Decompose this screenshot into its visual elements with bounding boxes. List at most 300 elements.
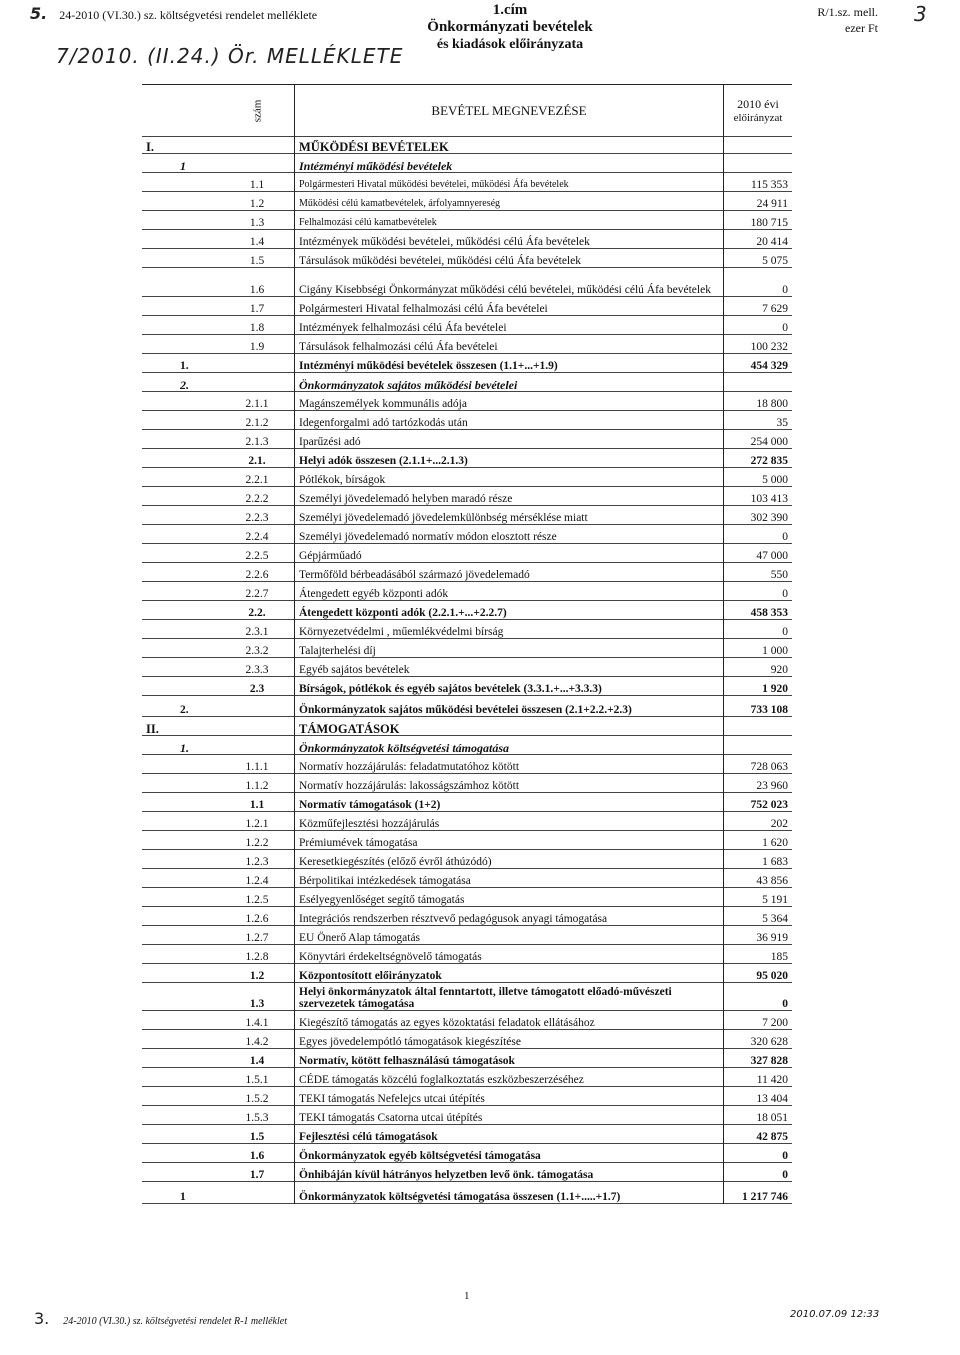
row-group <box>176 525 220 544</box>
row-label: Fejlesztési célú támogatások <box>295 1125 724 1144</box>
row-amount: 0 <box>724 620 793 639</box>
row-label: Integrációs rendszerben résztvevő pedagógusok anyagi támogatása <box>295 907 724 926</box>
row-amount: 202 <box>724 812 793 831</box>
table-row <box>142 506 792 525</box>
row-group <box>176 268 220 297</box>
row-group <box>176 392 220 411</box>
row-amount: 35 <box>724 411 793 430</box>
table-row <box>142 677 792 696</box>
row-section <box>142 620 176 639</box>
row-label: Polgármesteri Hivatal működési bevételei, működési Áfa bevételek <box>295 173 724 192</box>
print-timestamp: 2010.07.09 12:33 <box>790 1309 880 1320</box>
column-header-name: BEVÉTEL MEGNEVEZÉSE <box>295 85 724 137</box>
row-amount: 0 <box>724 316 793 335</box>
row-amount: 0 <box>724 582 793 601</box>
row-group <box>176 677 220 696</box>
row-code: 2.1.3 <box>245 436 269 448</box>
row-amount: 100 232 <box>724 335 793 354</box>
row-amount: 18 800 <box>724 392 793 411</box>
row-label: Központosított előirányzatok <box>295 964 724 983</box>
row-section <box>142 1087 176 1106</box>
row-label: Közműfejlesztési hozzájárulás <box>295 812 724 831</box>
table-row <box>142 869 792 888</box>
row-section <box>142 582 176 601</box>
row-label: Bérpolitikai intézkedések támogatása <box>295 869 724 888</box>
table-row <box>142 945 792 964</box>
row-section <box>142 192 176 211</box>
row-section <box>142 1182 176 1204</box>
row-code: 2.3 <box>249 683 265 695</box>
row-label: Egyéb sajátos bevételek <box>295 658 724 677</box>
row-group: 1. <box>180 741 189 755</box>
row-section <box>142 639 176 658</box>
table-row <box>142 316 792 335</box>
table-row <box>142 717 792 736</box>
row-label: Személyi jövedelemadó helyben maradó része <box>295 487 724 506</box>
row-section <box>142 173 176 192</box>
row-code: 1.5.2 <box>245 1093 269 1105</box>
row-section <box>142 154 176 173</box>
row-group: 1 <box>180 1191 186 1203</box>
row-group: 1. <box>180 360 189 372</box>
row-amount: 752 023 <box>724 793 793 812</box>
row-group <box>176 1106 220 1125</box>
row-code: 1.2.3 <box>245 856 269 868</box>
table-row <box>142 392 792 411</box>
row-group <box>176 249 220 268</box>
row-code: 2.2.4 <box>245 531 269 543</box>
table-row <box>142 373 792 392</box>
table-row <box>142 154 792 173</box>
row-code: 1.2 <box>249 198 265 210</box>
row-label: Önhibáján kívül hátrányos helyzetben levő önk. támogatása <box>295 1163 724 1182</box>
row-label: CÉDE támogatás közcélú foglalkoztatás eszközbeszerzéséhez <box>295 1068 724 1087</box>
row-label: Magánszemélyek kommunális adója <box>295 392 724 411</box>
row-amount: 5 364 <box>724 907 793 926</box>
row-group <box>176 964 220 983</box>
table-row <box>142 926 792 945</box>
row-code: 1.2.4 <box>245 875 269 887</box>
row-code <box>220 154 295 173</box>
row-group <box>176 582 220 601</box>
row-code: 1.5.3 <box>245 1112 269 1124</box>
row-code: 1.2.8 <box>245 951 269 963</box>
row-code: 2.3.3 <box>245 664 269 676</box>
row-section <box>142 487 176 506</box>
row-label: Helyi önkormányzatok által fenntartott, illetve támogatott előadó-művészeti szervezetek támogatása <box>295 983 724 1011</box>
row-label: MŰKÖDÉSI BEVÉTELEK <box>295 137 724 154</box>
table-row <box>142 430 792 449</box>
row-amount: 550 <box>724 563 793 582</box>
row-code: 1.6 <box>249 1150 265 1162</box>
row-code: 1.1.2 <box>245 780 269 792</box>
row-label: Társulások működési bevételei, működési célú Áfa bevételek <box>295 249 724 268</box>
row-label: Intézményi működési bevételek <box>295 154 724 173</box>
table-row <box>142 601 792 620</box>
row-section <box>142 601 176 620</box>
table-row <box>142 964 792 983</box>
row-section <box>142 677 176 696</box>
row-group <box>176 755 220 774</box>
table-row <box>142 354 792 373</box>
row-group: 2. <box>180 704 189 716</box>
row-group <box>176 831 220 850</box>
row-code: 1.1 <box>249 179 265 191</box>
row-group <box>176 411 220 430</box>
row-section <box>142 249 176 268</box>
row-section <box>142 468 176 487</box>
row-label: Cigány Kisebbségi Önkormányzat működési célú bevételei, működési célú Áfa bevételek <box>295 268 724 297</box>
row-group <box>176 316 220 335</box>
row-label: Személyi jövedelemadó jövedelemkülönbség mérséklése miatt <box>295 506 724 525</box>
table-row <box>142 639 792 658</box>
table-row <box>142 230 792 249</box>
row-amount: 11 420 <box>724 1068 793 1087</box>
row-group <box>176 1068 220 1087</box>
table-row <box>142 525 792 544</box>
column-header-year <box>724 85 793 137</box>
row-amount: 7 629 <box>724 297 793 316</box>
row-amount: 7 200 <box>724 1011 793 1030</box>
row-section <box>142 812 176 831</box>
row-code: 2.2.1 <box>245 474 269 486</box>
row-section <box>142 945 176 964</box>
row-group <box>176 793 220 812</box>
row-group <box>176 211 220 230</box>
table-row <box>142 487 792 506</box>
row-amount: 733 108 <box>724 696 793 717</box>
row-amount: 1 920 <box>724 677 793 696</box>
row-amount <box>724 154 793 173</box>
row-section <box>142 354 176 373</box>
table-row <box>142 696 792 717</box>
row-section <box>142 411 176 430</box>
row-label: Egyes jövedelempótló támogatások kiegészítése <box>295 1030 724 1049</box>
row-label: Bírságok, pótlékok és egyéb sajátos bevételek (3.3.1.+...+3.3.3) <box>295 677 724 696</box>
row-label: Felhalmozási célú kamatbevételek <box>295 211 724 230</box>
row-code: 1.2.6 <box>245 913 269 925</box>
row-section <box>142 831 176 850</box>
row-section <box>142 1068 176 1087</box>
row-label: Kiegészítő támogatás az egyes közoktatási feladatok ellátásához <box>295 1011 724 1030</box>
footer-reference <box>34 1309 287 1328</box>
row-section <box>142 964 176 983</box>
row-code: 2.2.2 <box>245 493 269 505</box>
row-code: 1.7 <box>249 303 265 315</box>
row-group <box>176 1011 220 1030</box>
row-amount: 728 063 <box>724 755 793 774</box>
row-group <box>176 544 220 563</box>
table-row <box>142 563 792 582</box>
table-row <box>142 173 792 192</box>
row-amount: 185 <box>724 945 793 964</box>
row-group <box>176 926 220 945</box>
table-row <box>142 544 792 563</box>
row-label: Esélyegyenlőséget segítő támogatás <box>295 888 724 907</box>
row-group <box>176 173 220 192</box>
page-title <box>420 2 600 53</box>
row-code: 2.2.7 <box>245 588 269 600</box>
row-amount: 0 <box>724 1163 793 1182</box>
row-code <box>220 137 295 154</box>
row-code: 1.7 <box>249 1169 265 1181</box>
row-amount: 13 404 <box>724 1087 793 1106</box>
row-amount: 47 000 <box>724 544 793 563</box>
row-label: Intézmények működési bevételei, működési célú Áfa bevételek <box>295 230 724 249</box>
row-group: 1 <box>180 159 186 173</box>
row-amount: 1 683 <box>724 850 793 869</box>
row-code: 2.2.5 <box>245 550 269 562</box>
row-section <box>142 1011 176 1030</box>
row-amount <box>724 736 793 755</box>
row-label: Önkormányzatok sajátos működési bevételei <box>295 373 724 392</box>
row-label: Pótlékok, bírságok <box>295 468 724 487</box>
row-label: Gépjárműadó <box>295 544 724 563</box>
row-label: EU Önerő Alap támogatás <box>295 926 724 945</box>
row-amount: 1 620 <box>724 831 793 850</box>
footer-handwritten-mark: 3. <box>34 1309 50 1328</box>
row-section <box>142 316 176 335</box>
title-line-2: Önkormányzati bevételek <box>427 19 593 35</box>
row-label: Talajterhelési díj <box>295 639 724 658</box>
header-left <box>30 4 317 23</box>
row-amount: 320 628 <box>724 1030 793 1049</box>
row-label: Normatív hozzájárulás: lakosságszámhoz kötött <box>295 774 724 793</box>
row-section <box>142 563 176 582</box>
row-amount: 327 828 <box>724 1049 793 1068</box>
row-label: Könyvtári érdekeltségnövelő támogatás <box>295 945 724 964</box>
row-amount: 1 000 <box>724 639 793 658</box>
row-group <box>176 1049 220 1068</box>
row-group <box>176 774 220 793</box>
table-row <box>142 1011 792 1030</box>
table-row <box>142 755 792 774</box>
table-row <box>142 812 792 831</box>
row-code: 1.8 <box>249 322 265 334</box>
row-amount: 454 329 <box>724 354 793 373</box>
table-row <box>142 1049 792 1068</box>
row-label: Önkormányzatok egyéb költségvetési támogatása <box>295 1144 724 1163</box>
table-row <box>142 582 792 601</box>
row-code: 1.2.5 <box>245 894 269 906</box>
row-section <box>142 230 176 249</box>
table-row <box>142 411 792 430</box>
row-label: Önkormányzatok költségvetési támogatása <box>295 736 724 755</box>
table-row <box>142 983 792 1011</box>
row-code: 2.3.1 <box>245 626 269 638</box>
row-code: 2.3.2 <box>245 645 269 657</box>
row-group <box>176 888 220 907</box>
title-line-3: és kiadások előirányzata <box>436 37 584 52</box>
row-section <box>142 907 176 926</box>
row-section <box>142 755 176 774</box>
row-amount: 1 217 746 <box>724 1182 793 1204</box>
row-section <box>142 1144 176 1163</box>
row-amount <box>724 373 793 392</box>
column-header-year-line1: 2010 évi <box>737 96 779 111</box>
row-amount: 23 960 <box>724 774 793 793</box>
table-row <box>142 658 792 677</box>
row-section <box>142 1125 176 1144</box>
row-code: 1.4 <box>249 236 265 248</box>
row-group <box>176 620 220 639</box>
handwritten-page-mark: 3 <box>914 2 927 26</box>
row-section <box>142 335 176 354</box>
table-row <box>142 1144 792 1163</box>
row-amount: 5 075 <box>724 249 793 268</box>
regulation-reference: 24-2010 (VI.30.) sz. költségvetési rendelet melléklete <box>59 8 318 22</box>
row-group <box>176 137 220 154</box>
row-amount: 5 000 <box>724 468 793 487</box>
row-group <box>176 658 220 677</box>
row-group <box>176 563 220 582</box>
row-section <box>142 506 176 525</box>
row-section <box>142 774 176 793</box>
row-group <box>176 430 220 449</box>
row-label: Idegenforgalmi adó tartózkodás után <box>295 411 724 430</box>
row-code: 1.5.1 <box>245 1074 269 1086</box>
row-section <box>142 430 176 449</box>
row-label: Helyi adók összesen (2.1.1+...2.1.3) <box>295 449 724 468</box>
title-line-1: 1.cím <box>492 2 528 18</box>
table-row <box>142 907 792 926</box>
row-code: 1.3 <box>249 217 265 229</box>
row-label: Működési célú kamatbevételek, árfolyamnyereség <box>295 192 724 211</box>
row-code <box>220 354 295 373</box>
row-group <box>176 812 220 831</box>
row-code <box>220 717 295 736</box>
row-section <box>142 1030 176 1049</box>
row-label: Személyi jövedelemadó normatív módon elosztott része <box>295 525 724 544</box>
row-group <box>176 449 220 468</box>
table-row <box>142 831 792 850</box>
row-code: 1.2 <box>249 970 265 982</box>
row-label: Átengedett központi adók (2.2.1.+...+2.2.7) <box>295 601 724 620</box>
row-label: Intézményi működési bevételek összesen (1.1+...+1.9) <box>295 354 724 373</box>
row-amount: 458 353 <box>724 601 793 620</box>
row-group <box>176 717 220 736</box>
row-code: 2.1.2 <box>245 417 269 429</box>
row-group <box>176 983 220 1011</box>
row-code <box>220 373 295 392</box>
row-group <box>176 869 220 888</box>
row-section <box>142 373 176 392</box>
row-amount: 103 413 <box>724 487 793 506</box>
row-section <box>142 696 176 717</box>
row-group <box>176 230 220 249</box>
row-section: I. <box>146 140 154 154</box>
row-code: 1.3 <box>249 998 265 1010</box>
appendix-number: R/1.sz. mell. <box>817 5 878 19</box>
page-number: 1 <box>464 1290 470 1302</box>
row-amount: 180 715 <box>724 211 793 230</box>
row-group <box>176 192 220 211</box>
row-amount: 20 414 <box>724 230 793 249</box>
row-section <box>142 983 176 1011</box>
row-code: 1.6 <box>249 284 265 296</box>
row-label: Környezetvédelmi , műemlékvédelmi bírság <box>295 620 724 639</box>
table-row <box>142 1106 792 1125</box>
table-row <box>142 1163 792 1182</box>
row-amount: 95 020 <box>724 964 793 983</box>
row-section <box>142 1163 176 1182</box>
row-code: 1.9 <box>249 341 265 353</box>
row-amount: 0 <box>724 1144 793 1163</box>
row-section <box>142 736 176 755</box>
table-row <box>142 468 792 487</box>
row-amount: 5 191 <box>724 888 793 907</box>
table-row <box>142 1125 792 1144</box>
table-row <box>142 1030 792 1049</box>
table-row <box>142 774 792 793</box>
row-code: 1.4 <box>249 1055 265 1067</box>
unit-label: ezer Ft <box>845 21 878 35</box>
row-group <box>176 335 220 354</box>
table-row <box>142 335 792 354</box>
row-label: Intézmények felhalmozási célú Áfa bevételei <box>295 316 724 335</box>
revenue-table <box>142 84 792 1204</box>
row-label: Iparűzési adó <box>295 430 724 449</box>
row-code <box>220 696 295 717</box>
row-code: 2.1.1 <box>245 398 269 410</box>
row-amount: 302 390 <box>724 506 793 525</box>
row-group <box>176 1030 220 1049</box>
row-label: Normatív hozzájárulás: feladatmutatóhoz kötött <box>295 755 724 774</box>
row-label: Normatív, kötött felhasználású támogatások <box>295 1049 724 1068</box>
row-amount: 0 <box>724 983 793 1011</box>
row-amount: 272 835 <box>724 449 793 468</box>
row-section <box>142 869 176 888</box>
row-label: Normatív támogatások (1+2) <box>295 793 724 812</box>
row-section <box>142 525 176 544</box>
row-section <box>142 888 176 907</box>
row-group <box>176 850 220 869</box>
row-group <box>176 487 220 506</box>
row-group <box>176 1144 220 1163</box>
row-code: 1.2.1 <box>245 818 269 830</box>
row-label: Önkormányzatok sajátos működési bevételei összesen (2.1+2.2.+2.3) <box>295 696 724 717</box>
row-section: II. <box>146 722 159 736</box>
row-label: Önkormányzatok költségvetési támogatása összesen (1.1+.....+1.7) <box>295 1182 724 1204</box>
row-group <box>176 945 220 964</box>
row-label: TEKI támogatás Csatorna utcai útépítés <box>295 1106 724 1125</box>
row-group <box>176 907 220 926</box>
footer-text: 24-2010 (VI.30.) sz. költségvetési rendelet R-1 melléklet <box>63 1316 287 1327</box>
row-amount: 115 353 <box>724 173 793 192</box>
row-section <box>142 850 176 869</box>
table-row <box>142 736 792 755</box>
row-group <box>176 639 220 658</box>
row-label: TEKI támogatás Nefelejcs utcai útépítés <box>295 1087 724 1106</box>
row-group <box>176 1163 220 1182</box>
table-row <box>142 888 792 907</box>
table-row <box>142 249 792 268</box>
row-label: Keresetkiegészítés (előző évről áthúzódó) <box>295 850 724 869</box>
table-row <box>142 620 792 639</box>
row-section <box>142 1106 176 1125</box>
row-code: 1.4.2 <box>245 1036 269 1048</box>
row-code: 2.2.6 <box>245 569 269 581</box>
row-code: 2.1. <box>248 455 266 467</box>
row-section <box>142 926 176 945</box>
table-row <box>142 297 792 316</box>
handwritten-mark: 5. <box>30 4 48 23</box>
row-code: 1.2.7 <box>245 932 269 944</box>
row-amount: 0 <box>724 525 793 544</box>
row-label: TÁMOGATÁSOK <box>295 717 724 736</box>
table-row <box>142 211 792 230</box>
row-amount <box>724 717 793 736</box>
